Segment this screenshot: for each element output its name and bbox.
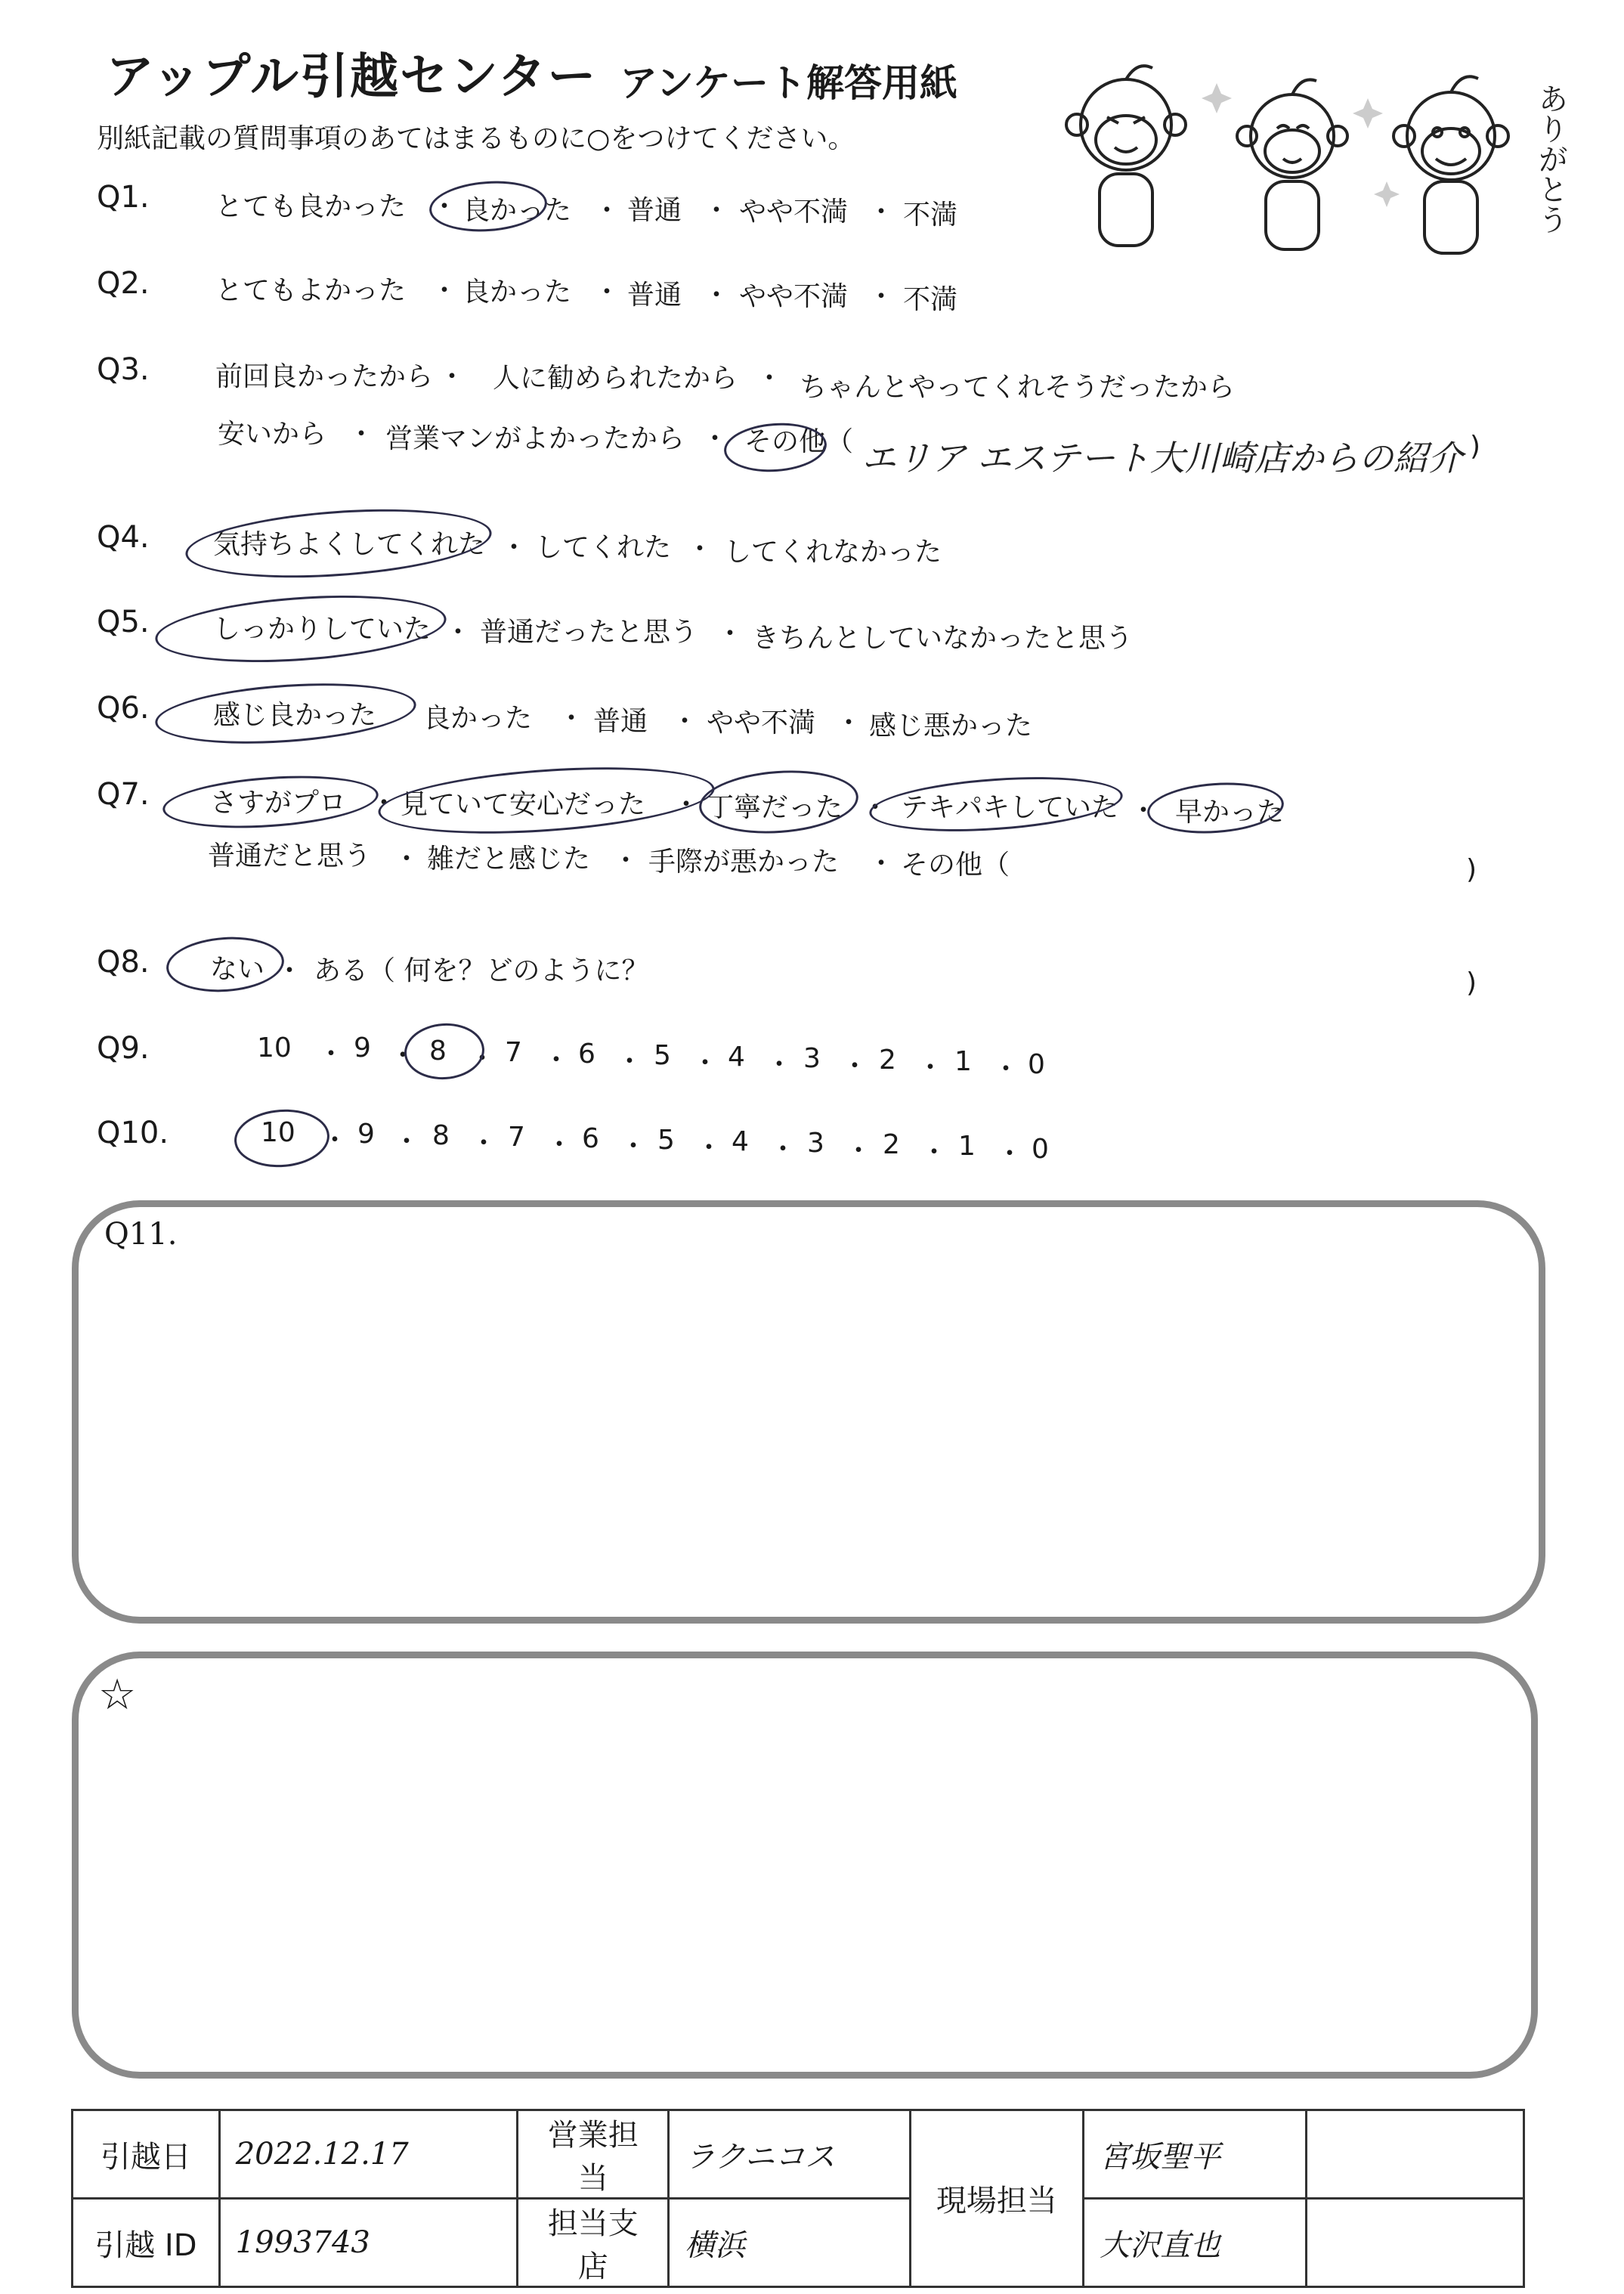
move-date-label: 引越日 bbox=[73, 2110, 220, 2199]
q10-label: Q10. bbox=[97, 1116, 169, 1150]
q11-comment-box[interactable] bbox=[72, 1200, 1545, 1624]
q3-option-5[interactable]: 営業マンがよかったから bbox=[385, 423, 685, 454]
q6-option-2[interactable]: 良かった bbox=[423, 703, 533, 734]
site-staff-empty-1 bbox=[1306, 2110, 1523, 2199]
q8-option-1[interactable]: ない bbox=[210, 954, 265, 985]
q4-label: Q4. bbox=[97, 520, 150, 555]
instruction-text: 別紙記載の質問事項のあてはまるものに○をつけてください。 bbox=[97, 123, 855, 154]
q9-option-3[interactable]: 3 bbox=[803, 1043, 821, 1074]
q10-option-6[interactable]: 6 bbox=[582, 1123, 599, 1154]
q3-close-paren: ) bbox=[1470, 431, 1481, 462]
q10-option-8[interactable]: 8 bbox=[432, 1120, 450, 1151]
q10-option-1[interactable]: 1 bbox=[958, 1131, 976, 1162]
q9-option-2[interactable]: 2 bbox=[879, 1045, 896, 1076]
q6-option-3[interactable]: 普通 bbox=[593, 706, 648, 737]
q9-option-0[interactable]: 0 bbox=[1028, 1049, 1045, 1080]
q4-option-1[interactable]: 気持ちよくしてくれた bbox=[213, 529, 486, 560]
move-date-value: 2022.12.17 bbox=[219, 2110, 518, 2199]
q4-option-2[interactable]: してくれた bbox=[535, 532, 672, 563]
q3-option-4[interactable]: 安いから bbox=[218, 419, 327, 450]
sales-rep-label: 営業担当 bbox=[518, 2110, 669, 2199]
q8-close-paren: ) bbox=[1466, 967, 1477, 998]
q5-option-2[interactable]: 普通だったと思う bbox=[480, 617, 698, 648]
q9-option-4[interactable]: 4 bbox=[728, 1042, 745, 1073]
q1-option-5[interactable]: 不満 bbox=[903, 200, 958, 231]
q2-option-1[interactable]: とてもよかった bbox=[215, 275, 407, 306]
footer-info-table bbox=[71, 2109, 1525, 2288]
branch-value: 横浜 bbox=[669, 2199, 910, 2287]
q9-label: Q9. bbox=[97, 1031, 150, 1066]
star-comment-box[interactable] bbox=[72, 1652, 1538, 2079]
q7-option-5[interactable]: 早かった bbox=[1175, 797, 1285, 828]
mascot-text: ありがとう bbox=[1533, 83, 1568, 234]
move-id-value: 1993743 bbox=[219, 2199, 518, 2287]
q7-option-6[interactable]: 普通だと思う bbox=[208, 841, 372, 871]
q9-option-10[interactable]: 10 bbox=[257, 1032, 292, 1063]
move-id-label: 引越 ID bbox=[73, 2199, 220, 2287]
branch-label: 担当支店 bbox=[518, 2199, 669, 2287]
q7-option-4[interactable]: テキパキしていた bbox=[901, 792, 1119, 823]
q10-option-4[interactable]: 4 bbox=[732, 1126, 749, 1157]
q10-option-3[interactable]: 3 bbox=[807, 1128, 824, 1159]
q9-option-6[interactable]: 6 bbox=[578, 1039, 595, 1070]
q7-label: Q7. bbox=[97, 777, 150, 812]
sales-rep-value: ラクニコス bbox=[669, 2110, 910, 2199]
q9-option-1[interactable]: 1 bbox=[954, 1046, 972, 1077]
q10-option-10[interactable]: 10 bbox=[261, 1117, 295, 1148]
q3-option-3[interactable]: ちゃんとやってくれそうだったから bbox=[800, 372, 1236, 403]
q4-option-3[interactable]: してくれなかった bbox=[724, 537, 942, 568]
mascot-monkeys-illustration bbox=[1043, 53, 1572, 272]
q3-option-6[interactable]: その他（ bbox=[744, 426, 854, 457]
q7-option-9[interactable]: その他（ bbox=[901, 850, 1010, 881]
q10-option-9[interactable]: 9 bbox=[357, 1119, 375, 1150]
q10-option-0[interactable]: 0 bbox=[1032, 1134, 1049, 1165]
q10-option-7[interactable]: 7 bbox=[508, 1122, 525, 1153]
q9-option-9[interactable]: 9 bbox=[354, 1032, 371, 1063]
form-subtitle: アンケート解答用紙 bbox=[620, 61, 957, 105]
q8-label: Q8. bbox=[97, 945, 150, 980]
q7-close-paren: ) bbox=[1466, 854, 1477, 885]
site-staff-empty-2 bbox=[1306, 2199, 1523, 2287]
q7-option-1[interactable]: さすがプロ bbox=[210, 788, 347, 819]
site-staff-label: 現場担当 bbox=[910, 2110, 1084, 2287]
q11-label: Q11. bbox=[104, 1217, 178, 1252]
q6-option-5[interactable]: 感じ悪かった bbox=[869, 710, 1033, 741]
q3-option-2[interactable]: 人に勧められたから bbox=[493, 363, 738, 394]
q6-option-1[interactable]: 感じ良かった bbox=[213, 700, 377, 731]
q1-label: Q1. bbox=[97, 180, 150, 215]
q7-option-7[interactable]: 雑だと感じた bbox=[427, 844, 591, 875]
star-icon: ☆ bbox=[98, 1670, 137, 1720]
q3-other-handwritten: エリア エステート大川崎店からの紹介 bbox=[861, 438, 1463, 478]
q1-option-3[interactable]: 普通 bbox=[627, 195, 682, 226]
q8-option-2[interactable]: ある（ 何を？どのように？ bbox=[314, 955, 649, 986]
q9-option-7[interactable]: 7 bbox=[505, 1037, 522, 1068]
q7-option-8[interactable]: 手際が悪かった bbox=[648, 847, 840, 878]
q2-label: Q2. bbox=[97, 266, 150, 301]
q2-option-2[interactable]: 良かった bbox=[462, 277, 572, 308]
q5-label: Q5. bbox=[97, 605, 150, 639]
q1-option-4[interactable]: やや不満 bbox=[739, 197, 849, 228]
q3-label: Q3. bbox=[97, 352, 150, 387]
brand-title: アップル引越センター bbox=[106, 49, 598, 105]
site-staff-1: 宮坂聖平 bbox=[1084, 2110, 1306, 2199]
q5-option-3[interactable]: きちんとしていなかったと思う bbox=[752, 623, 1134, 654]
q6-label: Q6. bbox=[97, 691, 150, 726]
q9-option-5[interactable]: 5 bbox=[654, 1040, 671, 1071]
q10-option-5[interactable]: 5 bbox=[657, 1125, 675, 1156]
q1-option-1[interactable]: とても良かった bbox=[215, 191, 407, 222]
q2-option-3[interactable]: 普通 bbox=[627, 280, 682, 311]
site-staff-2: 大沢直也 bbox=[1084, 2199, 1306, 2287]
q9-option-8[interactable]: 8 bbox=[429, 1036, 447, 1067]
q1-option-2[interactable]: 良かった bbox=[462, 195, 572, 226]
q2-option-4[interactable]: やや不満 bbox=[739, 281, 849, 312]
q6-option-4[interactable]: やや不満 bbox=[707, 707, 816, 738]
q2-option-5[interactable]: 不満 bbox=[903, 284, 958, 315]
q7-option-2[interactable]: 見ていて安心だった bbox=[401, 789, 646, 820]
q3-option-1[interactable]: 前回良かったから bbox=[215, 361, 434, 392]
q7-option-3[interactable]: 丁寧だった bbox=[707, 792, 843, 823]
q5-option-1[interactable]: しっかりしていた bbox=[213, 614, 432, 645]
q10-option-2[interactable]: 2 bbox=[883, 1129, 900, 1160]
